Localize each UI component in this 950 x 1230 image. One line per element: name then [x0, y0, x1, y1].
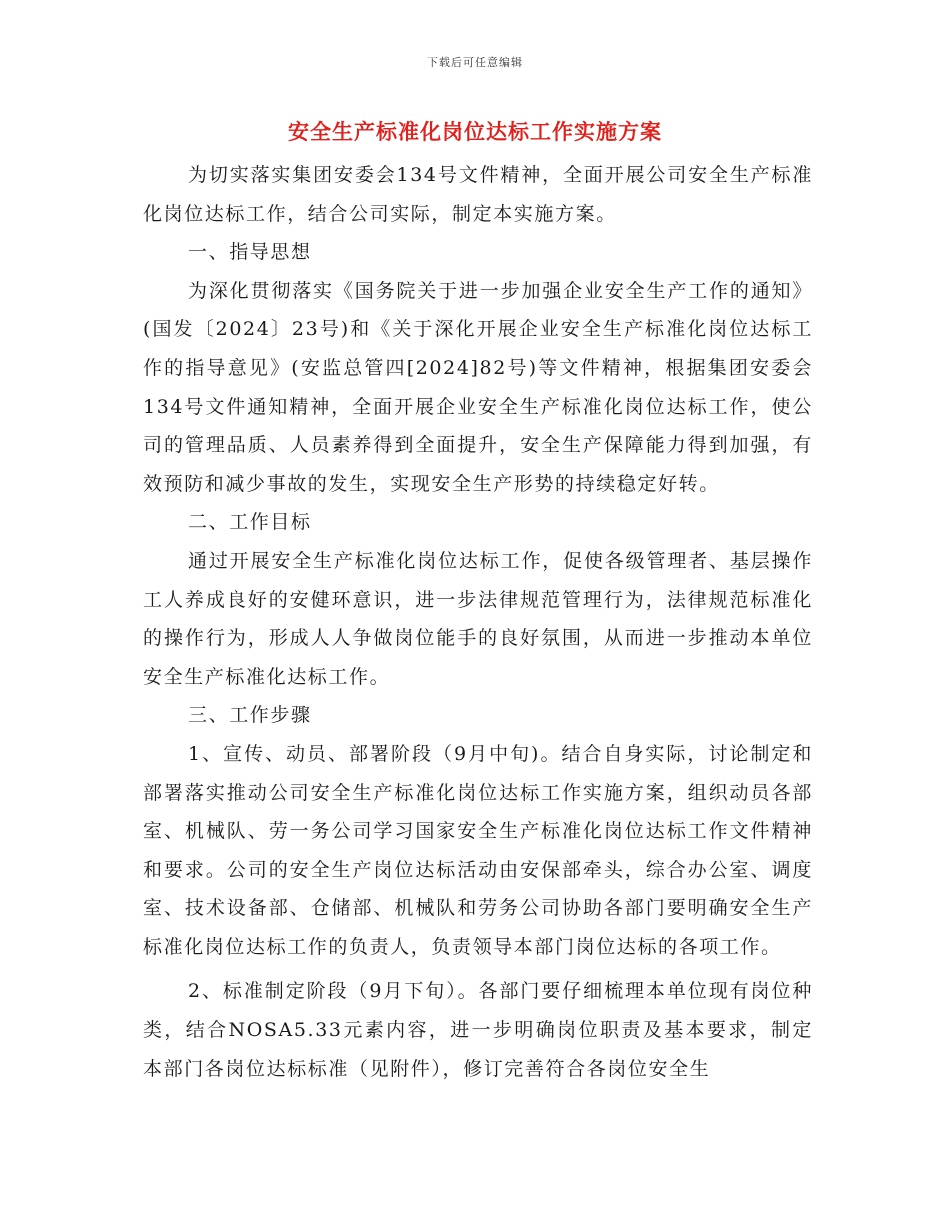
work-goals-paragraph: 通过开展安全生产标准化岗位达标工作，促使各级管理者、基层操作工人养成良好的安健环意识，进一步法律规范管理行为，法律规范标准化的操作行为，形成人人争做岗位能手的良好氛围，从而进一步推动本单位安全生产标准化达标工作。 [143, 549, 813, 688]
header-note: 下载后可任意编辑 [427, 56, 523, 69]
intro-paragraph: 为切实落实集团安委会134号文件精神，全面开展公司安全生产标准化岗位达标工作，结合公司实际，制定本实施方案。 [143, 164, 813, 225]
document-body [143, 156, 813, 1088]
document-title: 安全生产标准化岗位达标工作实施方案 [288, 119, 662, 144]
section-heading-work-goals: 二、工作目标 [188, 511, 312, 534]
step-1-paragraph: 1、宣传、动员、部署阶段（9月中旬)。结合自身实际，讨论制定和部署落实推动公司安全生产标准化岗位达标工作实施方案，组织动员各部室、机械队、劳一务公司学习国家安全生产标准化岗位达标工作文件精神和要求。公司的安全生产岗位达标活动由安保部牵头，综合办公室、调度室、技术设备部、仓储部、机械队和劳务公司协助各部门要明确安全生产标准化岗位达标工作的负责人，负责领导本部门岗位达标的各项工作。 [143, 742, 813, 958]
section-heading-work-steps: 三、工作步骤 [188, 704, 312, 727]
step-2-paragraph: 2、标准制定阶段（9月下旬）。各部门要仔细梳理本单位现有岗位种类，结合NOSA5.33元素内容，进一步明确岗位职责及基本要求，制定本部门各岗位达标标准（见附件），修订完善符合各岗位安全生 [143, 980, 813, 1080]
section-heading-guiding-thought: 一、指导思想 [188, 241, 312, 264]
guiding-thought-paragraph: 为深化贯彻落实《国务院关于进一步加强企业安全生产工作的通知》(国发〔2024〕23号)和《关于深化开展企业安全生产标准化岗位达标工作的指导意见》(安监总管四[2024]82号)等文件精神，根据集团安委会134号文件通知精神，全面开展企业安全生产标准化岗位达标工作，使公司的管理品质、人员素养得到全面提升，安全生产保障能力得到加强，有效预防和减少事故的发生，实现安全生产形势的持续稳定好转。 [143, 279, 813, 495]
